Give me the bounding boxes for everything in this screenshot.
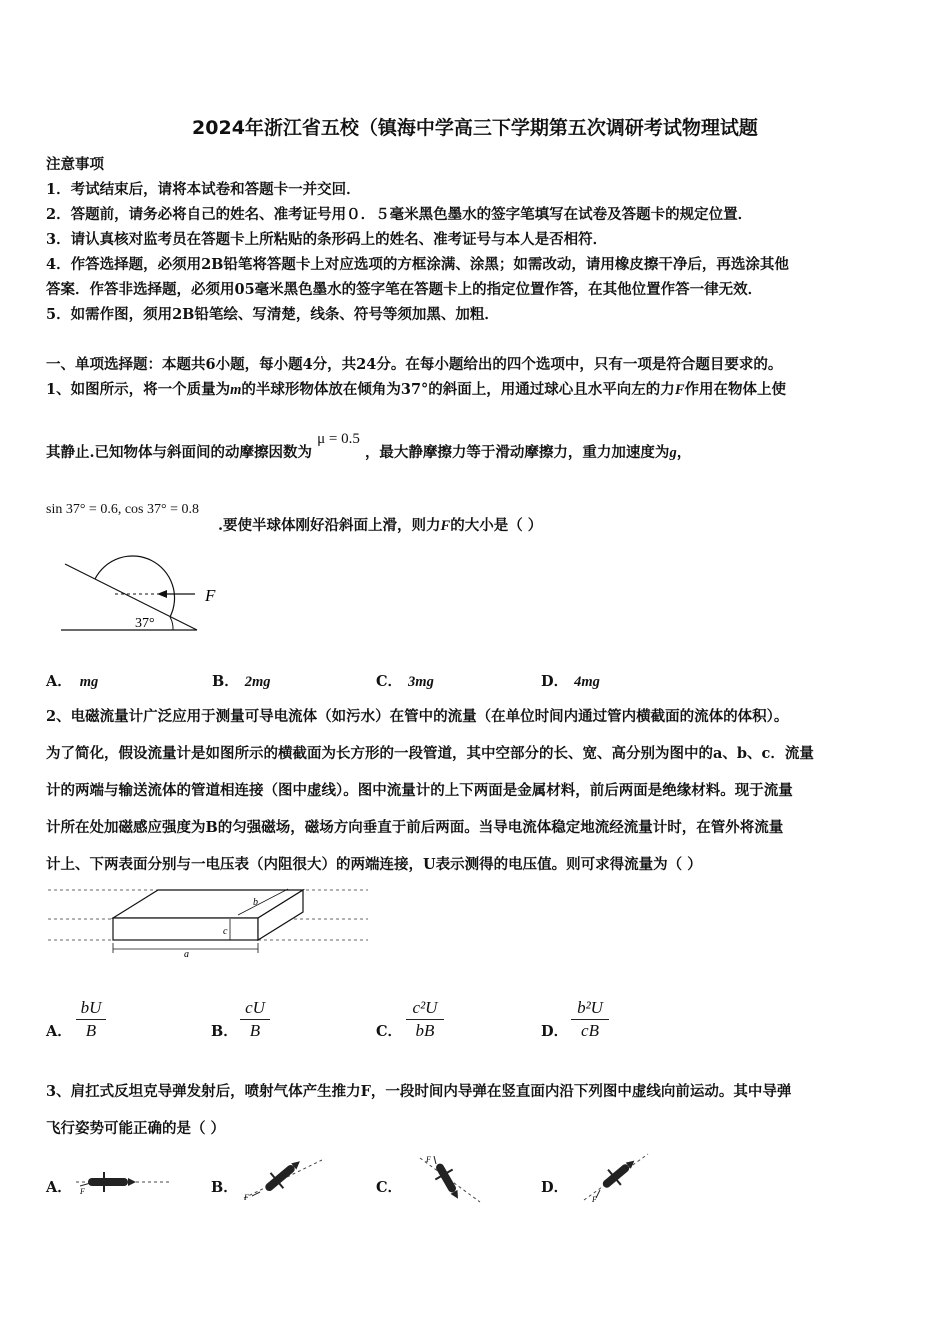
notice-item: 答案．作答非选择题，必须用05毫米黑色墨水的签字笔在答题卡上的指定位置作答，在其他位置作答一律无效． [46,281,763,298]
svg-text:F: F [426,1155,431,1164]
section-heading: 一、单项选择题：本题共6小题，每小题4分，共24分。在每小题给出的四个选项中，只有一项是符合题目要求的。 [46,356,783,373]
q3-line: 3、肩扛式反坦克导弹发射后，喷射气体产生推力F，一段时间内导弹在竖直面内沿下列图中虚线向前运动。其中导弹 [46,1083,792,1100]
q1-option-d[interactable]: D． 4mg [541,673,600,690]
q1-option-c[interactable]: C． 3mg [376,673,434,690]
flowmeter-figure [48,885,378,960]
q1-line1: 1、如图所示，将一个质量为m的半球形物体放在倾角为37°的斜面上，用通过球心且水平向左的力F作用在物体上使 [46,381,786,398]
q3-option-d-missile[interactable] [578,1150,650,1204]
fig-b-label: b [253,897,258,908]
q2-option-c-label[interactable]: C． [376,1023,403,1040]
q3-line: 飞行姿势可能正确的是（ ） [46,1120,226,1137]
q3-option-b-label[interactable]: B． [211,1179,238,1196]
notice-item: 1．考试结束后，请将本试卷和答题卡一并交回． [46,181,361,198]
q2-line: 计上、下两表面分别与一电压表（内阻很大）的两端连接，U表示测得的电压值。则可求得流量为（ ） [46,856,702,873]
q1-option-a[interactable]: A． mg [46,673,99,690]
fig-a-label: a [184,949,189,960]
q2-option-c[interactable]: c²U bB [406,998,444,1041]
svg-text:F: F [244,1193,249,1202]
notice-item: 4．作答选择题，必须用2B铅笔将答题卡上对应选项的方框涂满、涂黑；如需改动，请用橡皮擦干净后，再选涂其他 [46,256,789,273]
notice-item: 2．答题前，请务必将自己的姓名、准考证号用０．５毫米黑色墨水的签字笔填写在试卷及答题卡的规定位置． [46,206,753,223]
q3-option-c-label[interactable]: C． [376,1179,403,1196]
notice-heading: 注意事项 [46,156,104,173]
notice-item: 5．如需作图，须用2B铅笔绘、写清楚，线条、符号等须加黑、加粗． [46,306,499,323]
fig-c-label: c [223,926,228,937]
q2-option-a[interactable]: bU B [76,998,106,1041]
page-title: 2024年浙江省五校（镇海中学高三下学期第五次调研考试物理试题 [192,117,758,139]
q2-line: 为了简化，假设流量计是如图所示的横截面为长方形的一段管道，其中空部分的长、宽、高分别为图中的a、b、c．流量 [46,745,814,762]
notice-item: 3．请认真核对监考员在答题卡上所粘贴的条形码上的姓名、准考证号与本人是否相符． [46,231,608,248]
q2-line: 计所在处加磁感应强度为B的匀强磁场，磁场方向垂直于前后两面。当导电流体稳定地流经流量计时，在管外将流量 [46,819,784,836]
trig-formula: sin 37° = 0.6, cos 37° = 0.8 [46,502,199,517]
q3-option-a-label[interactable]: A． [46,1179,72,1196]
q3-option-a-missile[interactable] [76,1168,172,1196]
q2-option-d[interactable]: b²U cB [571,998,609,1041]
q2-line: 计的两端与输送流体的管道相连接（图中虚线）。图中流量计的上下两面是金属材料，前后两面是绝缘材料。现于流量 [46,782,793,799]
incline-figure [55,525,235,635]
q2-option-d-label[interactable]: D． [541,1023,569,1040]
q3-option-c-missile[interactable] [416,1152,482,1204]
q1-option-b[interactable]: B． 2mg [212,673,271,690]
q3-option-b-missile[interactable] [238,1152,324,1202]
fig-force-label: F [205,586,216,605]
q1-line3: .要使半球体刚好沿斜面上滑，则力F的大小是（ ） [218,517,543,534]
svg-text:F: F [592,1195,597,1204]
q3-option-d-label[interactable]: D． [541,1179,569,1196]
fig-angle-label: 37° [135,616,155,631]
q2-option-b-label[interactable]: B． [211,1023,238,1040]
q2-option-a-label[interactable]: A． [46,1023,72,1040]
mu-formula: μ = 0.5 [317,431,360,447]
missile-force-label: F [80,1187,85,1196]
q2-line: 2、电磁流量计广泛应用于测量可导电流体（如污水）在管中的流量（在单位时间内通过管内横截面的流体的体积）。 [46,708,789,725]
q1-line2: 其静止.已知物体与斜面间的动摩擦因数为 μ = 0.5 ，最大静摩擦力等于滑动摩擦力，重力加速度为g， [46,431,692,461]
q2-option-b[interactable]: cU B [240,998,270,1041]
